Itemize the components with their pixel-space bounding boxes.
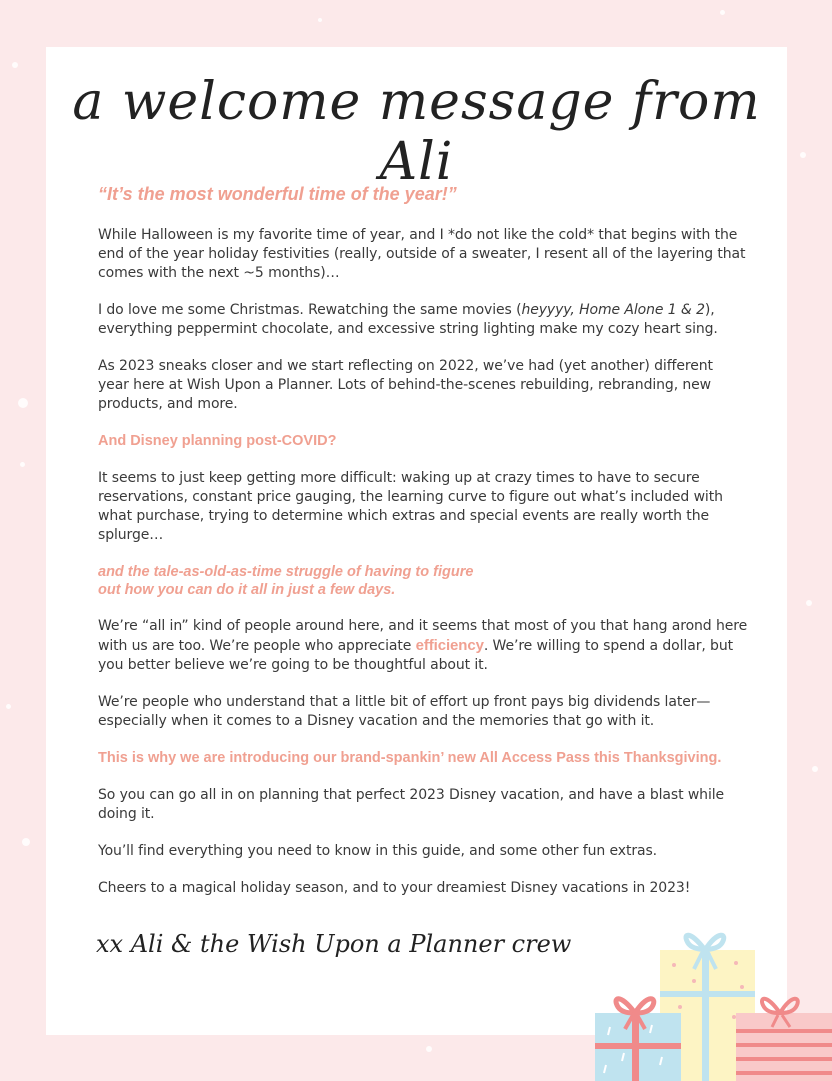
paragraph-effort: We’re people who understand that a little bit of effort up front pays big dividends later—especially when it comes to a Disney vacation and the memories that go with it. [98,694,711,729]
paragraph-guide: You’ll find everything you need to know in this guide, and some other fun extras. [98,843,658,859]
paragraph-difficulty: It seems to just keep getting more difficult: waking up at crazy times to have to secure reservations, constant price gauging, the learning curve to figure out what’s included with what purchase, trying to determine which extras and special events are really worth the splurge… [98,470,723,543]
signoff: xx Ali & the Wish Upon a Planner crew [96,930,572,958]
subheading-all-access-pass: This is why we are introducing our brand-spankin’ new All Access Pass this Thanksgiving. [98,750,722,766]
paragraph-2023: As 2023 sneaks closer and we start reflecting on 2022, we’ve had (yet another) different year here at Wish Upon a Planner. Lots of behind-the-scenes rebuilding, rebranding, new products, and more. [98,358,713,412]
italic-highlight [98,563,748,599]
paragraph-cheers: Cheers to a magical holiday season, and to your dreamiest Disney vacations in 2023! [98,880,691,896]
quote-heading: “It’s the most wonderful time of the year!” [98,184,457,204]
italic-highlight-line-1: and the tale-as-old-as-time struggle of having to figure [98,564,474,580]
paragraph-go-all-in: So you can go all in on planning that perfect 2023 Disney vacation, and have a blast while doing it. [98,787,725,822]
gift-boxes-icon [590,925,832,1081]
paragraph-christmas: I do love me some Christmas. Rewatching the same movies (heyyyy, Home Alone 1 & 2), everything peppermint chocolate, and excessive string lighting make my cozy heart sing. [98,302,718,337]
movie-reference: heyyyy, Home Alone 1 & 2 [521,302,705,318]
subheading-disney-planning: And Disney planning post-COVID? [98,433,337,449]
page-title: a welcome message from Ali [72,72,761,192]
efficiency-highlight: efficiency [415,637,484,654]
paragraph-all-in: We’re “all in” kind of people around here, and it seems that most of you that hang arond here with us are too. We’re people who appreciate efficiency. We’re willing to spend a dollar, but you better believe we’re going to be thoughtful about it. [98,618,748,673]
letter-body [98,182,748,898]
italic-highlight-line-2: out how you can do it all in just a few days. [98,582,396,598]
paragraph-halloween: While Halloween is my favorite time of year, and I *do not like the cold* that begins with the end of the year holiday festivities (really, outside of a sweater, I resent all of the layering that comes with the next ~5 months)… [98,227,746,281]
